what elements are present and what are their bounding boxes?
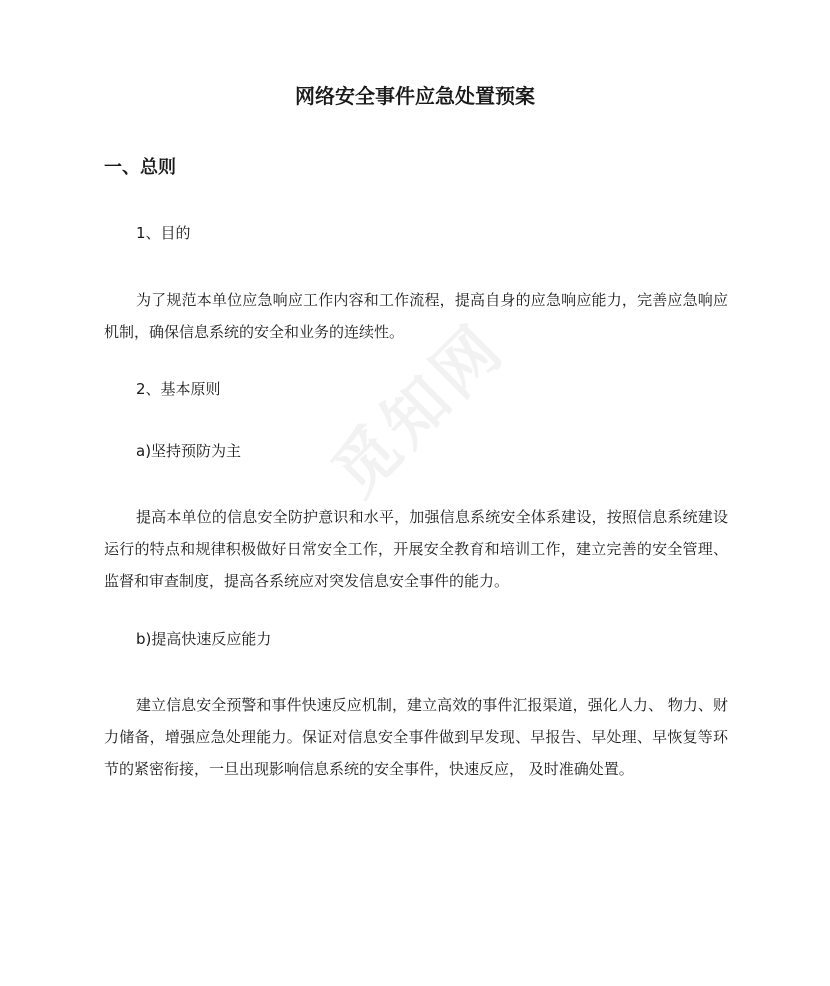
document-title: 网络安全事件应急处置预案 [295,84,535,108]
section-heading-general: 一、总则 [104,157,176,178]
item-heading-rapid-response: b)提高快速反应能力 [136,630,272,648]
paragraph-purpose: 为了规范本单位应急响应工作内容和工作流程，提高自身的应急响应能力，完善应急响应机制，确保信息系统的安全和业务的连续性。 [104,291,728,341]
paragraph-rapid-response: 建立信息安全预警和事件快速反应机制，建立高效的事件汇报渠道，强化人力、 物力、财力储备，增强应急处理能力。保证对信息安全事件做到早发现、早报告、早处理、早恢复等环节的紧密衔接，一旦出现影响信息系统的安全事件，快速反应， 及时准确处置。 [104,696,728,778]
subsection-heading-purpose: 1、目的 [136,224,191,242]
subsection-heading-principles: 2、基本原则 [136,380,221,398]
item-heading-prevention: a)坚持预防为主 [136,442,242,460]
watermark-text: 觅知网 [318,309,520,511]
paragraph-prevention: 提高本单位的信息安全防护意识和水平，加强信息系统安全体系建设，按照信息系统建设运行的特点和规律积极做好日常安全工作，开展安全教育和培训工作，建立完善的安全管理、监督和审查制度，提高各系统应对突发信息安全事件的能力。 [104,508,728,590]
